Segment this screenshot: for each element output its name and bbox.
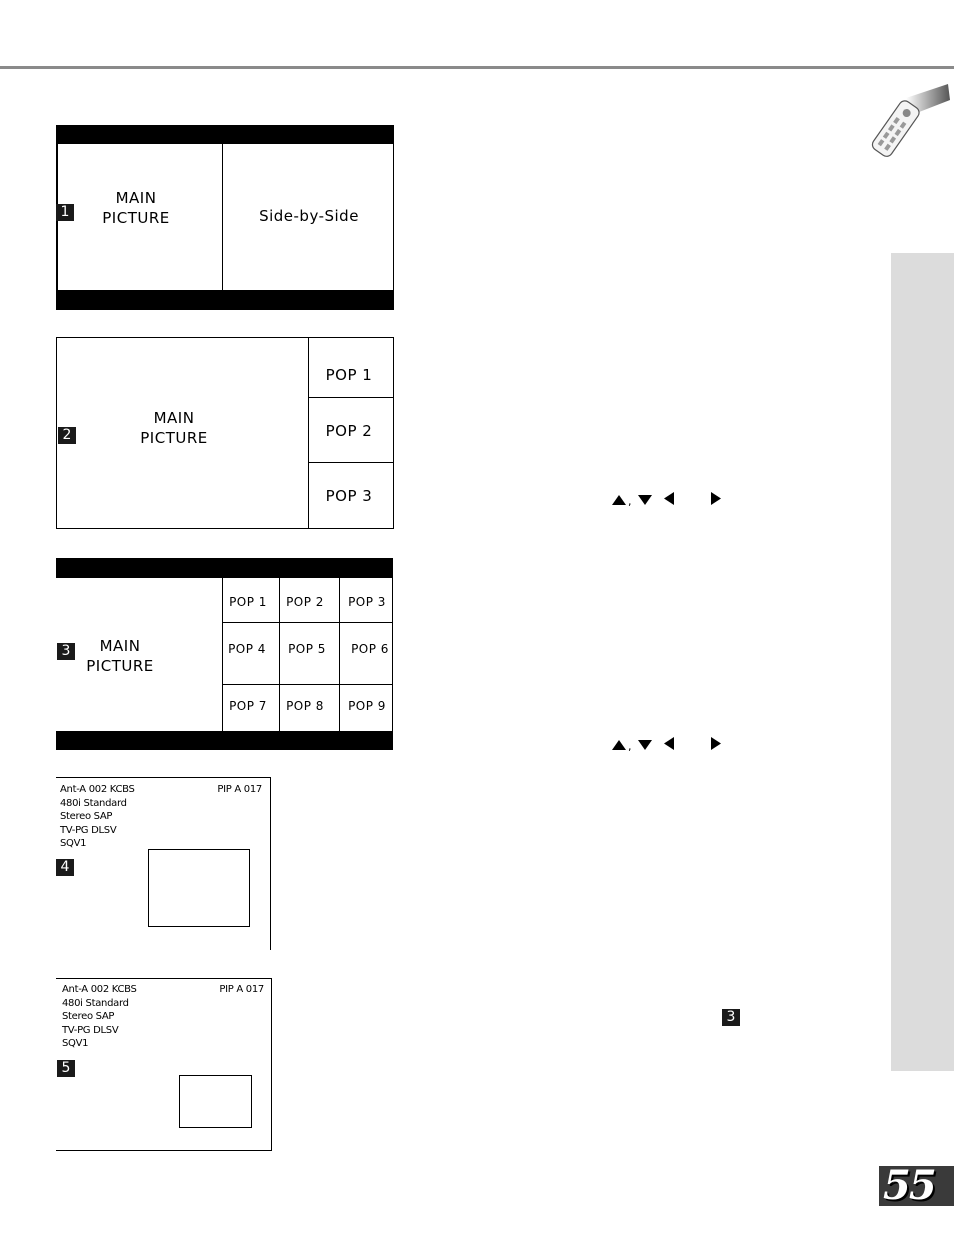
osd-line: Stereo SAP [60,811,113,822]
up-arrow-icon [612,495,626,505]
divider [222,622,393,623]
osd-line: 480i Standard [60,797,127,809]
main-label-line2: PICTURE [102,209,170,227]
letterbox-bar-bottom [56,290,394,310]
divider [308,397,394,398]
divider [308,462,394,463]
letterbox-bar-top [56,125,394,144]
side-by-side-label: Side-by-Side [259,207,359,225]
side-tab [891,253,954,1071]
pop-label: POP 9 [348,699,386,713]
left-arrow-icon [664,492,674,505]
step-badge: 3 [57,643,75,660]
osd-line: Ant-A 002 KCBS [62,984,137,995]
left-arrow-icon [664,737,674,750]
osd-line: SQV1 [60,838,87,849]
pop-label: POP 6 [351,642,389,656]
main-label-line1: MAIN [153,409,195,427]
divider [222,144,223,290]
arrow-keys-row [611,735,727,753]
pop-label: POP 8 [286,699,324,713]
pop-label: POP 1 [325,366,373,384]
pop-label: POP 3 [348,595,386,609]
pop-label: POP 4 [228,642,266,656]
divider [222,684,393,685]
pip-window [179,1075,252,1128]
osd-line: Ant-A 002 KCBS [60,784,135,795]
step-badge: 4 [56,859,74,876]
frame-edge [270,777,271,950]
pop-label: POP 3 [325,487,373,505]
pip-label: PIP A 017 [219,984,264,995]
down-arrow-icon [638,495,652,505]
step-badge: 1 [56,204,74,221]
main-picture-label [80,188,192,228]
down-arrow-icon [638,740,652,750]
main-label-line1: MAIN [115,189,157,207]
main-picture-label [64,636,176,676]
main-picture-label [118,408,230,448]
pop-label: POP 1 [229,595,267,609]
letterbox-bar-bottom [56,731,393,750]
frame-edge [56,777,271,778]
page-number: 55 [879,1166,954,1206]
osd-line: Stereo SAP [62,1011,115,1022]
right-arrow-icon [711,737,721,750]
main-label-line2: PICTURE [140,429,208,447]
main-label-line2: PICTURE [86,657,154,675]
separator-comma: , [628,740,632,753]
main-label-line1: MAIN [99,637,141,655]
pop-label: POP 2 [286,595,324,609]
osd-line: TV-PG DLSV [62,1024,119,1036]
inline-step-badge: 3 [722,1009,740,1026]
separator-comma: , [628,495,632,508]
up-arrow-icon [612,740,626,750]
pop-label: POP 5 [288,642,326,656]
osd-info [62,983,182,1051]
pop-label: POP 7 [229,699,267,713]
header-rule [0,66,954,69]
osd-line: 480i Standard [62,997,129,1009]
right-arrow-icon [711,492,721,505]
osd-line: SQV1 [62,1038,89,1049]
remote-control-icon [866,80,952,164]
pip-label: PIP A 017 [217,784,262,795]
step-badge: 5 [57,1060,75,1077]
osd-line: TV-PG DLSV [60,824,117,836]
pop-label: POP 2 [325,422,373,440]
arrow-keys-row [611,490,727,508]
divider [339,578,340,731]
osd-info [60,783,180,851]
pip-window [148,849,250,927]
step-badge: 2 [58,427,76,444]
letterbox-bar-top [56,558,393,578]
